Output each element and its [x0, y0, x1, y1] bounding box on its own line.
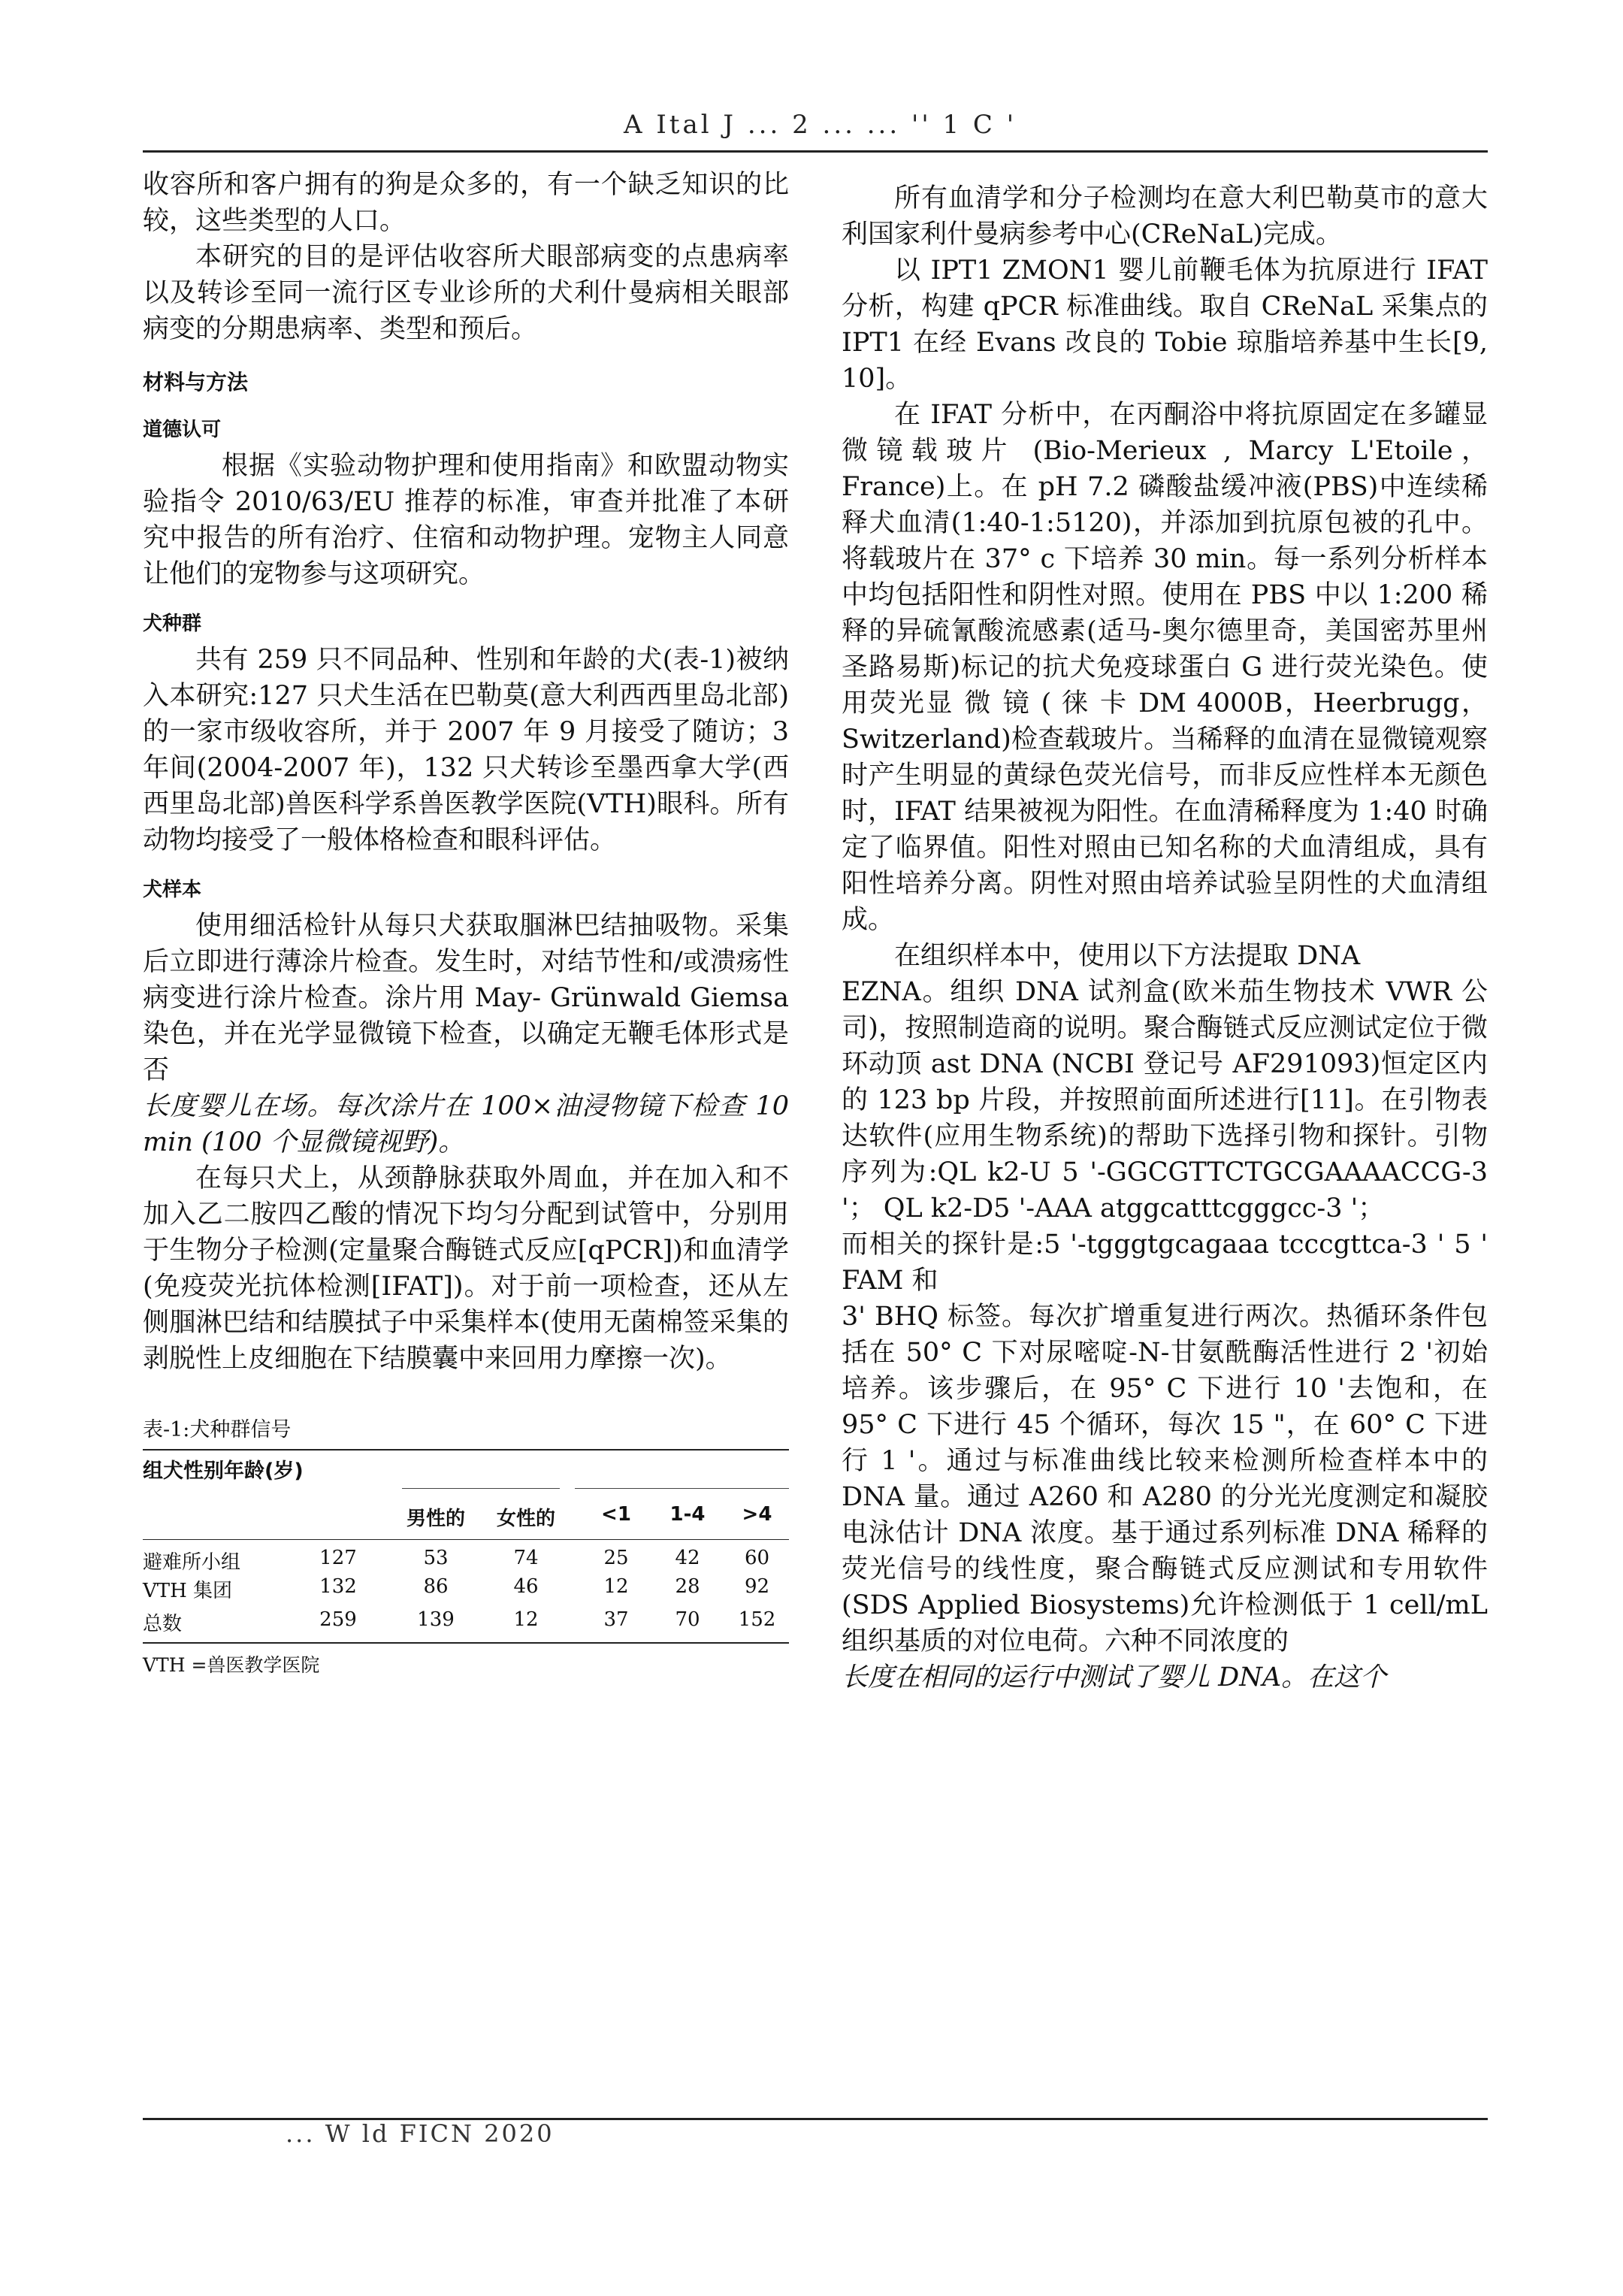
table-cell: 127	[319, 1547, 357, 1569]
paragraph: 使用细活检针从每只犬获取腘淋巴结抽吸物。采集后立即进行薄涂片检查。发生时，对结节性和/或溃疡性病变进行涂片检查。涂片用 May- Grünwald Giemsa 染色，并在光学显微镜下检查，以确定无鞭毛体形式是否	[143, 911, 789, 1085]
table-caption: 表-1:犬种群信号	[143, 1418, 292, 1441]
table-cell: 86	[423, 1575, 449, 1598]
paragraph: 而相关的探针是:5 '-tgggtgcagaaa tcccgttca-3 ' 5 ' FAM 和	[842, 1230, 1488, 1296]
table-cell: 53	[423, 1547, 449, 1569]
paragraph: 在每只犬上，从颈静脉获取外周血，并在加入和不加入乙二胺四乙酸的情况下均匀分配到试管中，分别用于生物分子检测(定量聚合酶链式反应[qPCR])和血清学(免疫荧光抗体检测[IFAT])。对于前一项检查，还从左侧腘淋巴结和结膜拭子中采集样本(使用无菌棉签采集的剥脱性上皮细胞在下结膜囊中来回用力摩擦一次)。	[143, 1163, 789, 1374]
column-header: 女性的	[496, 1508, 555, 1530]
table-top-rule	[143, 1449, 789, 1451]
paragraph: 在 IFAT 分析中，在丙酮浴中将抗原固定在多罐显微镜载玻片 (Bio-Merieux , Marcy L'Etoile，France)上。在 pH 7.2 磷酸盐缓冲液(PBS)中连续稀释犬血清(1:40-1:5120)，并添加到抗原包被的孔中。将载玻片在 37° c 下培养 30 min。每一系列分析样本中均包括阳性和阴性对照。使用在 PBS 中以 1:200 稀释的异硫氰酸流感素(适马-奥尔德里奇，美国密苏里州圣路易斯)标记的抗犬免疫球蛋白 G 进行荧光染色。使用荧光显 微 镜 ( 徕 卡 DM 4000B，Heerbrugg，Switzerland)检查载玻片。当稀释的血清在显微镜观察时产生明显的黄绿色荧光信号，而非反应性样本无颜色时，IFAT 结果被视为阳性。在血清稀释度为 1:40 时确定了临界值。阳性对照由已知名称的犬血清组成，具有阳性培养分离。阴性对照由培养试验呈阴性的犬血清组成。	[842, 400, 1488, 935]
running-header	[143, 110, 1488, 150]
table-mid-rule	[143, 1539, 789, 1540]
paragraph: 在组织样本中，使用以下方法提取 DNA	[894, 941, 1361, 971]
table-cell: 139	[417, 1608, 455, 1631]
table-cell: 92	[744, 1575, 770, 1598]
column-header: 男性的	[406, 1508, 465, 1530]
running-header-text: A Ital J ... 2 ... ... '' 1 C '	[624, 110, 1017, 140]
running-footer	[286, 2119, 661, 2149]
table-age-rule	[575, 1488, 789, 1489]
table-bottom-rule	[143, 1642, 789, 1644]
section-heading-methods: 材料与方法	[143, 370, 249, 395]
table-cell: 132	[319, 1575, 357, 1598]
table-cell: 60	[744, 1547, 770, 1569]
table-cell: 28	[675, 1575, 700, 1598]
right-column	[842, 180, 1488, 1696]
table-row-label: 避难所小组	[143, 1551, 241, 1574]
subsection-heading-population: 犬种群	[143, 613, 202, 635]
table-cell: 37	[603, 1608, 629, 1631]
table-footnote: VTH =兽医教学医院	[143, 1654, 320, 1676]
column-header: <1	[601, 1503, 631, 1526]
table-cell: 12	[603, 1575, 629, 1598]
table-cell: 70	[675, 1608, 700, 1631]
table-cell: 25	[603, 1547, 629, 1569]
table-cell: 259	[319, 1608, 357, 1631]
table-cell: 46	[513, 1575, 539, 1598]
table-sex-rule	[402, 1488, 560, 1489]
table-cell: 74	[513, 1547, 539, 1569]
paragraph: 收容所和客户拥有的狗是众多的，有一个缺乏知识的比较，这些类型的人口。	[143, 170, 789, 236]
table-row-label: 总数	[143, 1613, 183, 1635]
paragraph-italic: 长度在相同的运行中测试了婴儿 DNA。在这个	[842, 1662, 1387, 1693]
paragraph: 以 IPT1 ZMON1 婴儿前鞭毛体为抗原进行 IFAT 分析，构建 qPCR 标准曲线。取自 CReNaL 采集点的 IPT1 在经 Evans 改良的 Tobie 琼脂培养基中生长[9, 10]。	[842, 256, 1488, 394]
table-cell: 42	[675, 1547, 700, 1569]
column-header: >4	[742, 1503, 772, 1526]
paragraph: 所有血清学和分子检测均在意大利巴勒莫市的意大利国家利什曼病参考中心(CReNaL)完成。	[842, 183, 1488, 250]
paragraph: 共有 259 只不同品种、性别和年龄的犬(表-1)被纳入本研究:127 只犬生活在巴勒莫(意大利西西里岛北部)的一家市级收容所，并于 2007 年 9 月接受了随访；3 年间(2004-2007 年)，132 只犬转诊至墨西拿大学(西西里岛北部)兽医科学系兽医教学医院(VTH)眼科。所有动物均接受了一般体格检查和眼科评估。	[143, 645, 789, 855]
running-footer-text: ... W ld FICN 2020	[286, 2119, 555, 2148]
subsection-heading-ethics: 道德认可	[143, 419, 222, 441]
header-rule	[143, 150, 1488, 153]
paragraph-italic: 长度婴儿在场。每次涂片在 100×油浸物镜下检查 10 min (100 个显微镜视野)。	[143, 1091, 789, 1157]
paragraph: 根据《实验动物护理和使用指南》和欧盟动物实验指令 2010/63/EU 推荐的标准，审查并批准了本研究中报告的所有治疗、住宿和动物护理。宠物主人同意让他们的宠物参与这项研究。	[143, 451, 789, 589]
table-header: 组犬性别年龄(岁)	[143, 1460, 304, 1483]
subsection-heading-samples: 犬样本	[143, 879, 202, 901]
paragraph: EZNA。组织 DNA 试剂盒(欧米茄生物技术 VWR 公司)，按照制造商的说明。聚合酶链式反应测试定位于微环动顶 ast DNA (NCBI 登记号 AF291093)恒定区内的 123 bp 片段，并按照前面所述进行[11]。在引物表达软件(应用生物系统)的帮助下选择引物和探针。引物序列为:QL k2-U 5 '-GGCGTTCTGCGAAAACCG-3 '； QL k2-D5 '-AAA atggcatttcgggcc-3 '；	[842, 977, 1488, 1224]
paragraph: 3' BHQ 标签。每次扩增重复进行两次。热循环条件包括在 50° C 下对尿嘧啶-N-甘氨酰酶活性进行 2 '初始培养。该步骤后，在 95° C 下进行 10 '去饱和，在 95° C 下进行 45 个循环，每次 15 "，在 60° C 下进行 1 '。通过与标准曲线比较来检测所检查样本中的 DNA 量。通过 A260 和 A280 的分光光度测定和凝胶电泳估计 DNA 浓度。基于通过系列标准 DNA 稀释的荧光信号的线性度，聚合酶链式反应测试和专用软件 (SDS Applied Biosystems)允许检测低于 1 cell/mL 组织基质的对位电荷。六种不同浓度的	[842, 1302, 1488, 1656]
paragraph: 本研究的目的是评估收容所犬眼部病变的点患病率以及转诊至同一流行区专业诊所的犬利什曼病相关眼部病变的分期患病率、类型和预后。	[143, 242, 789, 344]
table-cell: 152	[738, 1608, 776, 1631]
left-column	[143, 167, 789, 1377]
table-cell: 12	[513, 1608, 539, 1631]
table-row-label: VTH 集团	[143, 1580, 233, 1602]
column-header: 1-4	[669, 1503, 706, 1526]
